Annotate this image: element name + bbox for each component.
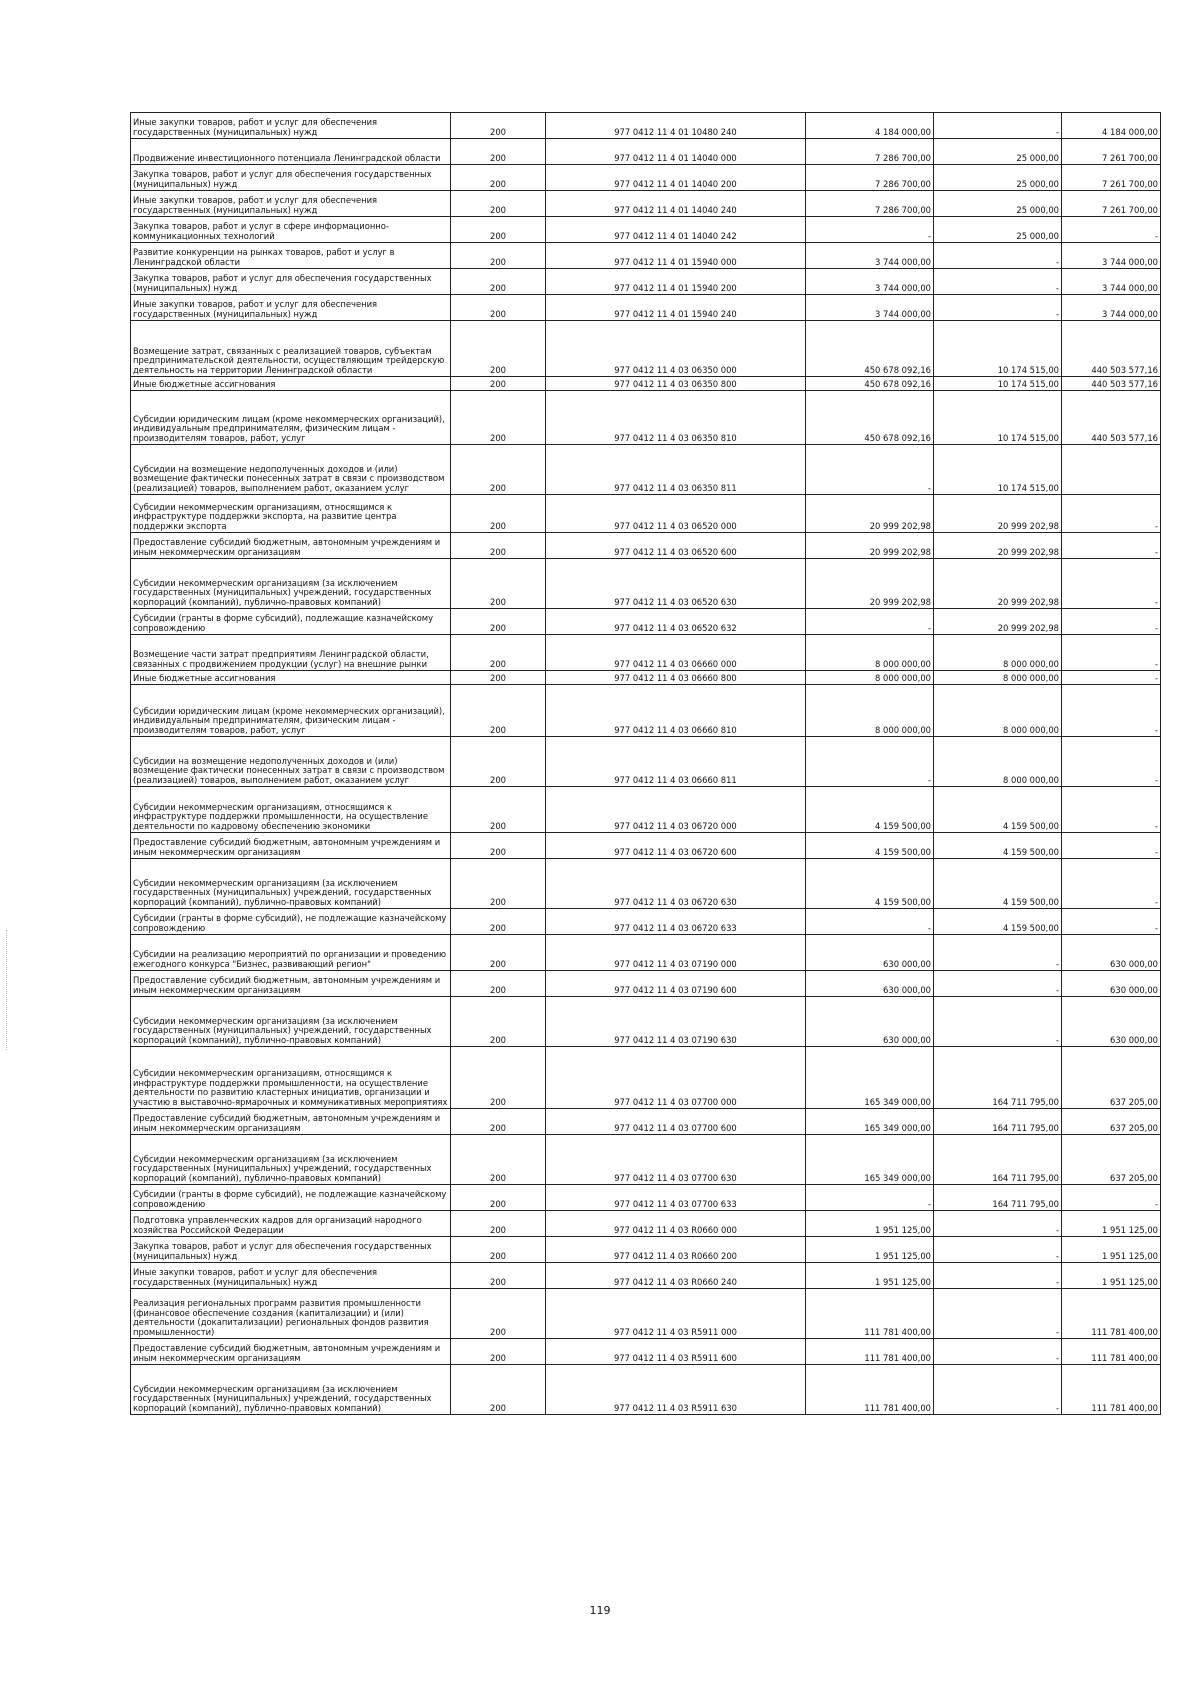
row-unexecuted-amount-cell: 440 503 577,16 <box>1062 391 1161 445</box>
row-code-cell: 200 <box>451 377 546 391</box>
row-classification-code-cell: 977 0412 11 4 03 06520 632 <box>546 609 806 635</box>
row-approved-amount-cell: - <box>806 1185 934 1211</box>
row-classification-code-cell: 977 0412 11 4 03 07700 600 <box>546 1109 806 1135</box>
row-name-cell: Субсидии некоммерческим организациям, относящимся к инфраструктуре поддержки промышленности, на осуществление деятельности по кадровому обеспечению экономики <box>131 787 451 833</box>
row-unexecuted-amount-cell: - <box>1062 495 1161 533</box>
row-name-cell: Субсидии некоммерческим организациям (за исключением государственных (муниципальных) учреждений, государственных корпораций (компаний), публично-правовых компаний) <box>131 559 451 609</box>
row-approved-amount-cell: 8 000 000,00 <box>806 635 934 671</box>
row-name-cell: Субсидии некоммерческим организациям, относящимся к инфраструктуре поддержки промышленности, на осуществление деятельности по развитию кластерных инициатив, организации и участию в выставочно-ярмарочных и коммуникативных мероприятиях <box>131 1047 451 1109</box>
row-executed-amount-cell: 4 159 500,00 <box>934 909 1062 935</box>
table-row <box>131 1339 1161 1365</box>
table-row <box>131 139 1161 165</box>
row-executed-amount-cell: 20 999 202,98 <box>934 559 1062 609</box>
row-unexecuted-amount-cell: - <box>1062 685 1161 737</box>
row-executed-amount-cell: - <box>934 1339 1062 1365</box>
row-approved-amount-cell: 20 999 202,98 <box>806 533 934 559</box>
row-classification-code-cell: 977 0412 11 4 03 07700 630 <box>546 1135 806 1185</box>
row-approved-amount-cell: - <box>806 445 934 495</box>
table-row <box>131 1365 1161 1415</box>
row-classification-code-cell: 977 0412 11 4 03 06350 811 <box>546 445 806 495</box>
row-classification-code-cell: 977 0412 11 4 01 14040 242 <box>546 217 806 243</box>
table-row <box>131 859 1161 909</box>
row-classification-code-cell: 977 0412 11 4 03 R5911 000 <box>546 1289 806 1339</box>
row-unexecuted-amount-cell: 1 951 125,00 <box>1062 1237 1161 1263</box>
row-unexecuted-amount-cell: 7 261 700,00 <box>1062 191 1161 217</box>
table-row <box>131 685 1161 737</box>
table-row <box>131 559 1161 609</box>
row-code-cell: 200 <box>451 1365 546 1415</box>
row-approved-amount-cell: 630 000,00 <box>806 971 934 997</box>
table-row <box>131 191 1161 217</box>
row-classification-code-cell: 977 0412 11 4 03 R0660 240 <box>546 1263 806 1289</box>
row-approved-amount-cell: 111 781 400,00 <box>806 1289 934 1339</box>
row-code-cell: 200 <box>451 217 546 243</box>
row-name-cell: Предоставление субсидий бюджетным, автономным учреждениям и иным некоммерческим организациям <box>131 1339 451 1365</box>
row-unexecuted-amount-cell: - <box>1062 671 1161 685</box>
row-name-cell: Возмещение части затрат предприятиям Ленинградской области, связанных с продвижением продукции (услуг) на внешние рынки <box>131 635 451 671</box>
row-executed-amount-cell: 8 000 000,00 <box>934 737 1062 787</box>
row-code-cell: 200 <box>451 737 546 787</box>
row-name-cell: Закупка товаров, работ и услуг для обеспечения государственных (муниципальных) нужд <box>131 269 451 295</box>
table-row <box>131 269 1161 295</box>
row-code-cell: 200 <box>451 671 546 685</box>
row-name-cell: Субсидии юридическим лицам (кроме некоммерческих организаций), индивидуальным предпринимателям, физическим лицам - производителям товаров, работ, услуг <box>131 391 451 445</box>
row-executed-amount-cell: - <box>934 1211 1062 1237</box>
row-name-cell: Субсидии некоммерческим организациям (за исключением государственных (муниципальных) учреждений, государственных корпораций (компаний), публично-правовых компаний) <box>131 859 451 909</box>
row-unexecuted-amount-cell: - <box>1062 635 1161 671</box>
row-name-cell: Иные закупки товаров, работ и услуг для обеспечения государственных (муниципальных) нужд <box>131 191 451 217</box>
row-executed-amount-cell: 164 711 795,00 <box>934 1185 1062 1211</box>
table-row <box>131 1109 1161 1135</box>
row-code-cell: 200 <box>451 295 546 321</box>
row-approved-amount-cell: 7 286 700,00 <box>806 165 934 191</box>
row-unexecuted-amount-cell: 1 951 125,00 <box>1062 1263 1161 1289</box>
row-code-cell: 200 <box>451 997 546 1047</box>
row-executed-amount-cell: - <box>934 1263 1062 1289</box>
row-approved-amount-cell: 111 781 400,00 <box>806 1339 934 1365</box>
row-classification-code-cell: 977 0412 11 4 01 15940 000 <box>546 243 806 269</box>
row-classification-code-cell: 977 0412 11 4 03 06720 633 <box>546 909 806 935</box>
row-unexecuted-amount-cell: 111 781 400,00 <box>1062 1339 1161 1365</box>
row-code-cell: 200 <box>451 445 546 495</box>
row-name-cell: Развитие конкуренции на рынках товаров, работ и услуг в Ленинградской области <box>131 243 451 269</box>
row-executed-amount-cell: - <box>934 935 1062 971</box>
row-classification-code-cell: 977 0412 11 4 03 07700 633 <box>546 1185 806 1211</box>
table-row <box>131 1211 1161 1237</box>
row-classification-code-cell: 977 0412 11 4 03 06660 800 <box>546 671 806 685</box>
row-name-cell: Субсидии некоммерческим организациям (за исключением государственных (муниципальных) учреждений, государственных корпораций (компаний), публично-правовых компаний) <box>131 997 451 1047</box>
row-code-cell: 200 <box>451 1135 546 1185</box>
row-approved-amount-cell: 450 678 092,16 <box>806 321 934 377</box>
page-number: 119 <box>589 1604 611 1617</box>
row-name-cell: Предоставление субсидий бюджетным, автономным учреждениям и иным некоммерческим организациям <box>131 1109 451 1135</box>
row-executed-amount-cell: - <box>934 243 1062 269</box>
row-name-cell: Иные закупки товаров, работ и услуг для обеспечения государственных (муниципальных) нужд <box>131 295 451 321</box>
row-code-cell: 200 <box>451 909 546 935</box>
row-unexecuted-amount-cell: - <box>1062 909 1161 935</box>
row-name-cell: Субсидии юридическим лицам (кроме некоммерческих организаций), индивидуальным предпринимателям, физическим лицам - производителям товаров, работ, услуг <box>131 685 451 737</box>
row-unexecuted-amount-cell: 7 261 700,00 <box>1062 139 1161 165</box>
row-name-cell: Предоставление субсидий бюджетным, автономным учреждениям и иным некоммерческим организациям <box>131 833 451 859</box>
scan-artifact <box>6 930 8 1050</box>
row-unexecuted-amount-cell: 4 184 000,00 <box>1062 113 1161 139</box>
row-executed-amount-cell: 8 000 000,00 <box>934 671 1062 685</box>
row-code-cell: 200 <box>451 935 546 971</box>
row-name-cell: Субсидии (гранты в форме субсидий), подлежащие казначейскому сопровождению <box>131 609 451 635</box>
row-code-cell: 200 <box>451 971 546 997</box>
row-classification-code-cell: 977 0412 11 4 03 06520 000 <box>546 495 806 533</box>
row-code-cell: 200 <box>451 191 546 217</box>
row-executed-amount-cell: 8 000 000,00 <box>934 685 1062 737</box>
row-executed-amount-cell: - <box>934 295 1062 321</box>
row-executed-amount-cell: 10 174 515,00 <box>934 377 1062 391</box>
row-executed-amount-cell: 20 999 202,98 <box>934 495 1062 533</box>
row-unexecuted-amount-cell: 630 000,00 <box>1062 971 1161 997</box>
row-approved-amount-cell: - <box>806 609 934 635</box>
row-executed-amount-cell: 20 999 202,98 <box>934 609 1062 635</box>
row-executed-amount-cell: 10 174 515,00 <box>934 391 1062 445</box>
row-unexecuted-amount-cell: - <box>1062 559 1161 609</box>
row-unexecuted-amount-cell: - <box>1062 609 1161 635</box>
row-unexecuted-amount-cell: 111 781 400,00 <box>1062 1365 1161 1415</box>
row-unexecuted-amount-cell: 637 205,00 <box>1062 1109 1161 1135</box>
row-classification-code-cell: 977 0412 11 4 03 06350 810 <box>546 391 806 445</box>
row-code-cell: 200 <box>451 495 546 533</box>
row-approved-amount-cell: 8 000 000,00 <box>806 685 934 737</box>
row-approved-amount-cell: 1 951 125,00 <box>806 1237 934 1263</box>
row-approved-amount-cell: 450 678 092,16 <box>806 377 934 391</box>
row-approved-amount-cell: 20 999 202,98 <box>806 495 934 533</box>
row-classification-code-cell: 977 0412 11 4 03 07190 000 <box>546 935 806 971</box>
row-name-cell: Субсидии некоммерческим организациям (за исключением государственных (муниципальных) учреждений, государственных корпораций (компаний), публично-правовых компаний) <box>131 1365 451 1415</box>
table-row <box>131 113 1161 139</box>
row-name-cell: Субсидии (гранты в форме субсидий), не подлежащие казначейскому сопровождению <box>131 1185 451 1211</box>
row-executed-amount-cell: - <box>934 997 1062 1047</box>
table-row <box>131 1263 1161 1289</box>
row-name-cell: Субсидии на реализацию мероприятий по организации и проведению ежегодного конкурса "Бизнес, развивающий регион" <box>131 935 451 971</box>
row-executed-amount-cell: 8 000 000,00 <box>934 635 1062 671</box>
table-row <box>131 671 1161 685</box>
row-classification-code-cell: 977 0412 11 4 03 07700 000 <box>546 1047 806 1109</box>
table-row <box>131 243 1161 269</box>
row-code-cell: 200 <box>451 269 546 295</box>
row-code-cell: 200 <box>451 391 546 445</box>
row-unexecuted-amount-cell: - <box>1062 833 1161 859</box>
row-unexecuted-amount-cell: 630 000,00 <box>1062 997 1161 1047</box>
row-approved-amount-cell: 450 678 092,16 <box>806 391 934 445</box>
row-unexecuted-amount-cell: 3 744 000,00 <box>1062 269 1161 295</box>
row-unexecuted-amount-cell: 440 503 577,16 <box>1062 377 1161 391</box>
row-name-cell: Иные бюджетные ассигнования <box>131 377 451 391</box>
row-approved-amount-cell: 630 000,00 <box>806 935 934 971</box>
row-code-cell: 200 <box>451 833 546 859</box>
row-name-cell: Закупка товаров, работ и услуг в сфере информационно-коммуникационных технологий <box>131 217 451 243</box>
table-row <box>131 935 1161 971</box>
row-code-cell: 200 <box>451 1289 546 1339</box>
row-code-cell: 200 <box>451 635 546 671</box>
row-unexecuted-amount-cell: 1 951 125,00 <box>1062 1211 1161 1237</box>
row-unexecuted-amount-cell: - <box>1062 787 1161 833</box>
table-row <box>131 737 1161 787</box>
row-code-cell: 200 <box>451 165 546 191</box>
row-code-cell: 200 <box>451 1109 546 1135</box>
row-approved-amount-cell: 4 159 500,00 <box>806 833 934 859</box>
row-name-cell: Субсидии некоммерческим организациям (за исключением государственных (муниципальных) учреждений, государственных корпораций (компаний), публично-правовых компаний) <box>131 1135 451 1185</box>
row-code-cell: 200 <box>451 1263 546 1289</box>
row-classification-code-cell: 977 0412 11 4 01 14040 200 <box>546 165 806 191</box>
row-classification-code-cell: 977 0412 11 4 03 07190 600 <box>546 971 806 997</box>
row-unexecuted-amount-cell: 630 000,00 <box>1062 935 1161 971</box>
row-approved-amount-cell: - <box>806 909 934 935</box>
row-executed-amount-cell: 25 000,00 <box>934 165 1062 191</box>
row-unexecuted-amount-cell: 637 205,00 <box>1062 1135 1161 1185</box>
row-executed-amount-cell: 25 000,00 <box>934 139 1062 165</box>
row-executed-amount-cell: 164 711 795,00 <box>934 1047 1062 1109</box>
row-unexecuted-amount-cell: - <box>1062 533 1161 559</box>
row-code-cell: 200 <box>451 533 546 559</box>
row-approved-amount-cell: 4 159 500,00 <box>806 859 934 909</box>
row-name-cell: Возмещение затрат, связанных с реализацией товаров, субъектам предпринимательской деятельности, осуществляющим трейдерскую деятельность на территории Ленинградской области <box>131 321 451 377</box>
table-row <box>131 1135 1161 1185</box>
row-executed-amount-cell: 4 159 500,00 <box>934 859 1062 909</box>
row-code-cell: 200 <box>451 685 546 737</box>
row-approved-amount-cell: 165 349 000,00 <box>806 1109 934 1135</box>
table-row <box>131 1185 1161 1211</box>
row-unexecuted-amount-cell <box>1062 445 1161 495</box>
row-classification-code-cell: 977 0412 11 4 03 06660 810 <box>546 685 806 737</box>
row-approved-amount-cell: - <box>806 737 934 787</box>
row-classification-code-cell: 977 0412 11 4 03 06350 000 <box>546 321 806 377</box>
row-name-cell: Субсидии на возмещение недополученных доходов и (или) возмещение фактически понесенных затрат в связи с производством (реализацией) товаров, выполнением работ, оказанием услуг <box>131 445 451 495</box>
row-name-cell: Продвижение инвестиционного потенциала Ленинградской области <box>131 139 451 165</box>
row-executed-amount-cell: 20 999 202,98 <box>934 533 1062 559</box>
row-name-cell: Субсидии на возмещение недополученных доходов и (или) возмещение фактически понесенных затрат в связи с производством (реализацией) товаров, выполнением работ, оказанием услуг <box>131 737 451 787</box>
row-classification-code-cell: 977 0412 11 4 03 06720 000 <box>546 787 806 833</box>
row-code-cell: 200 <box>451 321 546 377</box>
row-classification-code-cell: 977 0412 11 4 03 06720 600 <box>546 833 806 859</box>
row-approved-amount-cell: 3 744 000,00 <box>806 269 934 295</box>
row-approved-amount-cell: 4 159 500,00 <box>806 787 934 833</box>
table-row <box>131 391 1161 445</box>
row-approved-amount-cell: 4 184 000,00 <box>806 113 934 139</box>
row-approved-amount-cell: 165 349 000,00 <box>806 1047 934 1109</box>
row-classification-code-cell: 977 0412 11 4 01 14040 240 <box>546 191 806 217</box>
row-code-cell: 200 <box>451 139 546 165</box>
row-classification-code-cell: 977 0412 11 4 03 R5911 600 <box>546 1339 806 1365</box>
row-name-cell: Иные закупки товаров, работ и услуг для обеспечения государственных (муниципальных) нужд <box>131 113 451 139</box>
row-name-cell: Предоставление субсидий бюджетным, автономным учреждениям и иным некоммерческим организациям <box>131 971 451 997</box>
table-row <box>131 635 1161 671</box>
table-row <box>131 377 1161 391</box>
table-row <box>131 609 1161 635</box>
table-row <box>131 321 1161 377</box>
row-approved-amount-cell: 3 744 000,00 <box>806 243 934 269</box>
row-executed-amount-cell: 4 159 500,00 <box>934 833 1062 859</box>
row-executed-amount-cell: 25 000,00 <box>934 217 1062 243</box>
row-classification-code-cell: 977 0412 11 4 03 06660 000 <box>546 635 806 671</box>
row-approved-amount-cell: 111 781 400,00 <box>806 1365 934 1415</box>
table-row <box>131 217 1161 243</box>
row-name-cell: Иные закупки товаров, работ и услуг для обеспечения государственных (муниципальных) нужд <box>131 1263 451 1289</box>
row-name-cell: Закупка товаров, работ и услуг для обеспечения государственных (муниципальных) нужд <box>131 165 451 191</box>
table-row <box>131 165 1161 191</box>
row-code-cell: 200 <box>451 1047 546 1109</box>
row-classification-code-cell: 977 0412 11 4 01 10480 240 <box>546 113 806 139</box>
row-unexecuted-amount-cell: 3 744 000,00 <box>1062 295 1161 321</box>
row-name-cell: Субсидии некоммерческим организациям, относящимся к инфраструктуре поддержки экспорта, на развитие центра поддержки экспорта <box>131 495 451 533</box>
row-code-cell: 200 <box>451 243 546 269</box>
row-executed-amount-cell: - <box>934 269 1062 295</box>
row-code-cell: 200 <box>451 787 546 833</box>
row-code-cell: 200 <box>451 1339 546 1365</box>
table-row <box>131 787 1161 833</box>
row-approved-amount-cell: 7 286 700,00 <box>806 191 934 217</box>
row-classification-code-cell: 977 0412 11 4 03 R0660 200 <box>546 1237 806 1263</box>
row-code-cell: 200 <box>451 1185 546 1211</box>
row-name-cell: Реализация региональных программ развития промышленности (финансовое обеспечение создания (капитализации) и (или) деятельности (докапитализации) региональных фондов развития промышленности) <box>131 1289 451 1339</box>
budget-sheet <box>130 112 1160 1415</box>
row-name-cell: Предоставление субсидий бюджетным, автономным учреждениям и иным некоммерческим организациям <box>131 533 451 559</box>
row-code-cell: 200 <box>451 559 546 609</box>
row-classification-code-cell: 977 0412 11 4 03 06520 630 <box>546 559 806 609</box>
row-executed-amount-cell: 4 159 500,00 <box>934 787 1062 833</box>
row-approved-amount-cell: 20 999 202,98 <box>806 559 934 609</box>
row-code-cell: 200 <box>451 1237 546 1263</box>
row-unexecuted-amount-cell: - <box>1062 217 1161 243</box>
row-classification-code-cell: 977 0412 11 4 03 R0660 000 <box>546 1211 806 1237</box>
row-code-cell: 200 <box>451 1211 546 1237</box>
row-approved-amount-cell: 3 744 000,00 <box>806 295 934 321</box>
table-row <box>131 997 1161 1047</box>
row-approved-amount-cell: 1 951 125,00 <box>806 1263 934 1289</box>
budget-execution-table <box>130 112 1161 1415</box>
row-approved-amount-cell: 165 349 000,00 <box>806 1135 934 1185</box>
row-approved-amount-cell: 1 951 125,00 <box>806 1211 934 1237</box>
row-unexecuted-amount-cell: 637 205,00 <box>1062 1047 1161 1109</box>
row-executed-amount-cell: - <box>934 113 1062 139</box>
row-classification-code-cell: 977 0412 11 4 01 14040 000 <box>546 139 806 165</box>
row-classification-code-cell: 977 0412 11 4 03 06520 600 <box>546 533 806 559</box>
row-classification-code-cell: 977 0412 11 4 03 07190 630 <box>546 997 806 1047</box>
row-executed-amount-cell: - <box>934 1365 1062 1415</box>
row-unexecuted-amount-cell: 7 261 700,00 <box>1062 165 1161 191</box>
table-row <box>131 971 1161 997</box>
table-row <box>131 1047 1161 1109</box>
row-executed-amount-cell: 10 174 515,00 <box>934 445 1062 495</box>
row-executed-amount-cell: 164 711 795,00 <box>934 1135 1062 1185</box>
row-unexecuted-amount-cell: 440 503 577,16 <box>1062 321 1161 377</box>
row-classification-code-cell: 977 0412 11 4 01 15940 200 <box>546 269 806 295</box>
row-executed-amount-cell: - <box>934 1237 1062 1263</box>
row-classification-code-cell: 977 0412 11 4 03 R5911 630 <box>546 1365 806 1415</box>
row-unexecuted-amount-cell: 3 744 000,00 <box>1062 243 1161 269</box>
row-unexecuted-amount-cell: 111 781 400,00 <box>1062 1289 1161 1339</box>
row-approved-amount-cell: 7 286 700,00 <box>806 139 934 165</box>
row-executed-amount-cell: 25 000,00 <box>934 191 1062 217</box>
row-classification-code-cell: 977 0412 11 4 01 15940 240 <box>546 295 806 321</box>
row-classification-code-cell: 977 0412 11 4 03 06350 800 <box>546 377 806 391</box>
table-row <box>131 909 1161 935</box>
row-code-cell: 200 <box>451 609 546 635</box>
row-executed-amount-cell: - <box>934 1289 1062 1339</box>
row-unexecuted-amount-cell: - <box>1062 859 1161 909</box>
row-approved-amount-cell: 630 000,00 <box>806 997 934 1047</box>
row-code-cell: 200 <box>451 113 546 139</box>
row-unexecuted-amount-cell: - <box>1062 737 1161 787</box>
row-name-cell: Подготовка управленческих кадров для организаций народного хозяйства Российской Федерации <box>131 1211 451 1237</box>
table-body <box>131 113 1161 1415</box>
row-name-cell: Субсидии (гранты в форме субсидий), не подлежащие казначейскому сопровождению <box>131 909 451 935</box>
table-row <box>131 495 1161 533</box>
row-executed-amount-cell: 164 711 795,00 <box>934 1109 1062 1135</box>
row-unexecuted-amount-cell: - <box>1062 1185 1161 1211</box>
row-classification-code-cell: 977 0412 11 4 03 06720 630 <box>546 859 806 909</box>
row-executed-amount-cell: - <box>934 971 1062 997</box>
row-name-cell: Иные бюджетные ассигнования <box>131 671 451 685</box>
row-approved-amount-cell: 8 000 000,00 <box>806 671 934 685</box>
table-row <box>131 295 1161 321</box>
row-code-cell: 200 <box>451 859 546 909</box>
table-row <box>131 533 1161 559</box>
row-classification-code-cell: 977 0412 11 4 03 06660 811 <box>546 737 806 787</box>
row-executed-amount-cell: 10 174 515,00 <box>934 321 1062 377</box>
table-row <box>131 445 1161 495</box>
table-row <box>131 1237 1161 1263</box>
table-row <box>131 833 1161 859</box>
row-name-cell: Закупка товаров, работ и услуг для обеспечения государственных (муниципальных) нужд <box>131 1237 451 1263</box>
row-approved-amount-cell: - <box>806 217 934 243</box>
table-row <box>131 1289 1161 1339</box>
